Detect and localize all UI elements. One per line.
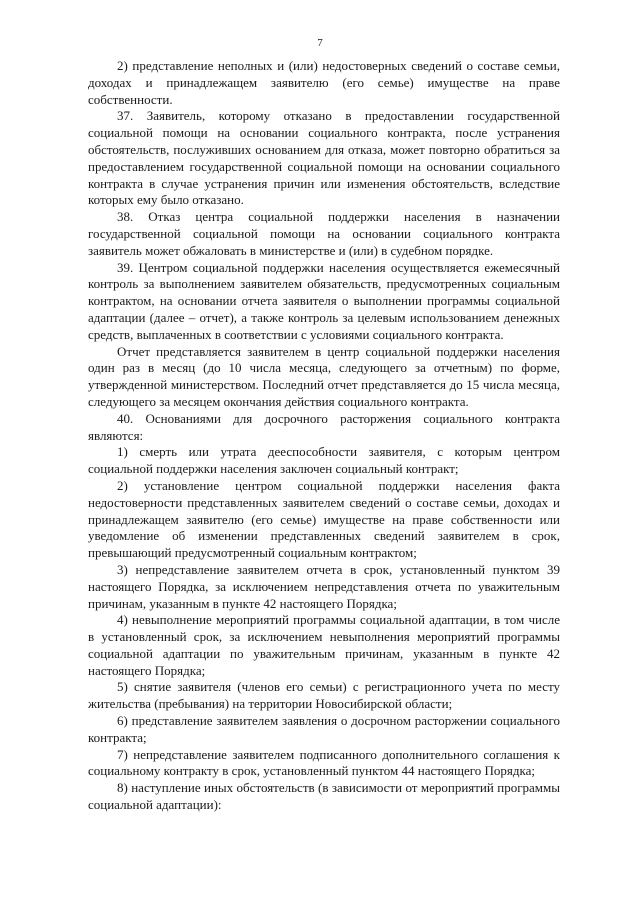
list-item-4-program-failure: 4) невыполнение мероприятий программы социальной адаптации, в том числе в установленный срок, за исключением невыполнения мероприятий программы социальной адаптации по уважительным причинам, указанным в пункте 42 настоящего Порядка; xyxy=(88,612,560,678)
list-item-3-no-report: 3) непредставление заявителем отчета в срок, установленный пунктом 39 настоящего Порядка, за исключением непредставления отчета по уважительным причинам, указанным в пункте 42 настоящего Порядка; xyxy=(88,561,560,611)
list-item-6-early-termination-request: 6) представление заявителем заявления о досрочном расторжении социального контракта; xyxy=(88,713,560,745)
list-item-8-other-circumstances: 8) наступление иных обстоятельств (в зависимости от мероприятий программы социальной адаптации): xyxy=(88,780,560,813)
list-item-1-death: 1) смерть или утрата дееспособности заявителя, с которым центром социальной поддержки населения заключен социальный контракт; xyxy=(88,444,560,477)
list-item-2-false-info: 2) установление центром социальной поддержки населения факта недостоверности представленных заявителем сведений о составе семьи, доходах и принадлежащем заявителю (его семье) имуществе на праве собственности или уведомление об изменении представленных сведений заявителем в срок, превышающий предусмотренный социальным контрактом; xyxy=(88,477,560,561)
list-item-5-deregistration: 5) снятие заявителя (членов его семьи) с регистрационного учета по месту жительства (пребывания) на территории Новосибирской области; xyxy=(88,679,560,712)
paragraph-38-appeal: 38. Отказ центра социальной поддержки населения в назначении государственной социальной помощи на основании социального контракта заявитель может обжаловать в министерстве и (или) в судебном порядке. xyxy=(88,209,560,258)
paragraph-37-repeat-application: 37. Заявитель, которому отказано в предоставлении государственной социальной помощи на основании социального контракта, после устранения обстоятельств, послуживших основанием для отказа, может повторно обратиться за предоставлением государственной социальной помощи на основании социального контракта в случае устранения причин или изменения обстоятельств, вследствие которых ему было отказано. xyxy=(88,108,560,208)
paragraph-40-termination-grounds: 40. Основаниями для досрочного расторжения социального контракта являются: xyxy=(88,410,560,443)
paragraph-item-2-incomplete-info: 2) представление неполных и (или) недостоверных сведений о составе семьи, доходах и принадлежащем заявителю (его семье) имуществе на праве собственности. xyxy=(88,58,560,107)
page-number: 7 xyxy=(317,37,323,49)
document-body xyxy=(88,58,560,814)
list-item-7-no-agreement: 7) непредставление заявителем подписанного дополнительного соглашения к социальному контракту в срок, установленный пунктом 44 настоящего Порядка; xyxy=(88,746,560,779)
paragraph-report-submission: Отчет представляется заявителем в центр социальной поддержки населения один раз в месяц (до 10 числа месяца, следующего за отчетным) по форме, утвержденной министерством. Последний отчет представляется до 15 числа месяца, следующего за месяцем окончания действия социального контракта. xyxy=(88,343,560,409)
paragraph-39-monthly-control: 39. Центром социальной поддержки населения осуществляется ежемесячный контроль за выполнением заявителем обязательств, предусмотренных социальным контрактом, на основании отчета заявителя о выполнении программы социальной адаптации (далее – отчет), а также контроль за целевым использованием денежных средств, выплаченных в соответствии с условиями социального контракта. xyxy=(88,259,560,342)
